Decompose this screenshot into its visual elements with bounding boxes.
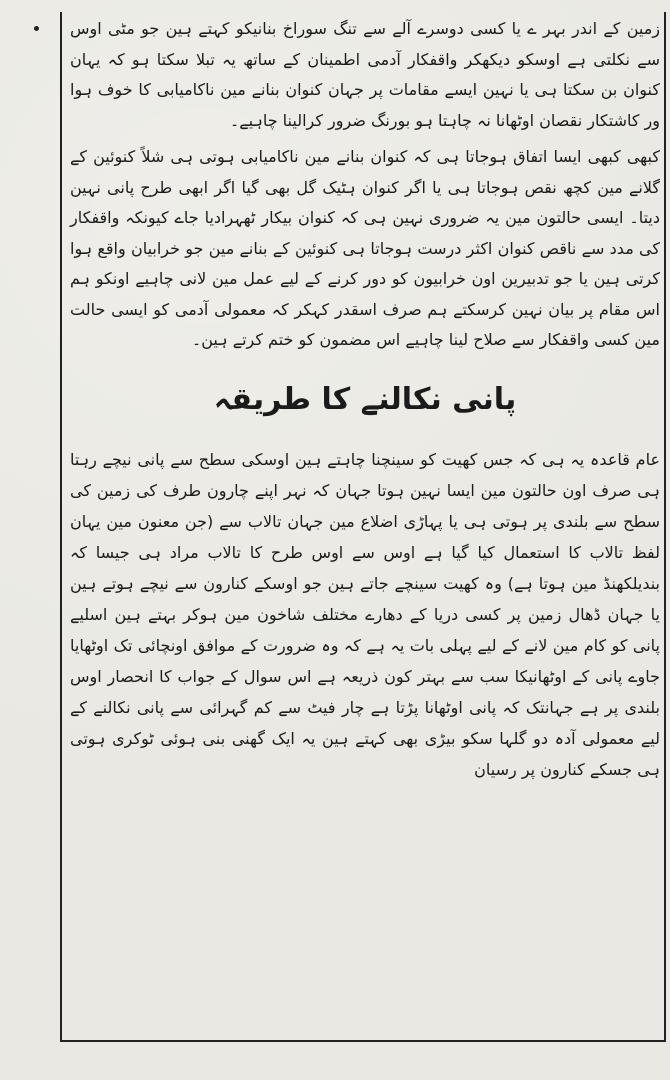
section-heading: پانی نکالنے کا طریقہ [213, 381, 517, 417]
page-text [70, 14, 660, 785]
paragraph-water-lifting: عام قاعدہ یہ ہی کہ جس کھیت کو سینچنا چاہتے ہین اوسکی سطح سے پانی نیچے رہتا ہی صرف اون حالتون مین ایسا نہین ہوتا جہان کہ نہر اپنے چارون طرف کی زمین کی سطح سے بلندی پر ہوتی ہی یا پہاڑی اضلاع مین جہان تالاب سے (جن معنون مین یہان لفظ تالاب کا استعمال کیا گیا ہے اوس سے اوس طرح کا تالاب مراد ہی جیسا کہ بندیلکھنڈ مین ہوتا ہے) وہ کھیت سینچے جاتے ہین جو اوسکے کنارون سے نیچے ہوتے ہین یا جہان ڈھال زمین پر کسی دریا کے دھارے مختلف شاخون مین ہوکر بہتے ہین اسلیے پانی کو کام مین لانے کے لیے پہلی بات یہ ہے کہ وہ ضرورت کے موافق اونچائی تک اوٹھایا جاوے پانی کے اوٹھانیکا سب سے بہتر کون ذریعہ ہے اس سوال کے جواب کا انحصار اوس بلندی پر ہے جہانتک کہ پانی اوٹھانا پڑتا ہے چار فیٹ سے کم گہرائی سے پانی نکالنے کے لیے معمولی آدہ دو گلہا سکو بیڑی بھی کہتے ہین یہ ایک گھنی بنی ہوئی ٹوکری ہوتی ہی جسکے کنارون پر رسیان [70, 449, 660, 779]
paragraph-intro: زمین کے اندر بہر ے یا کسی دوسرے آلے سے تنگ سوراخ بنانیکو کہتے ہین جو مٹی اوس سے نکلتی ہے اوسکو دیکھکر واقفکار آدمی اطمینان کے ساتھ یہ تبلا سکتا ہو کہ یہان کنوان بن سکتا ہی یا نہین ایسے مقامات پر جہان کنوان بنانے مین ناکامیابی کا خوف ہوا ور کاشتکار نقصان اوٹھانا نہ چاہتا ہو بورنگ ضرور کرالینا چاہیے۔ [70, 19, 660, 130]
margin-dot [34, 26, 39, 31]
paragraph-failure: کبھی کبھی ایسا اتفاق ہوجاتا ہی کہ کنوان بنانے مین ناکامیابی ہوتی ہی شلاً کنوئین کے گلانے مین کچھ نقص ہوجاتا ہی یا اگر کنوان ہٹیک گل بھی گیا اگر ابھی طرح پانی نہین دیتا۔ ایسی حالتون مین یہ ضروری نہین ہی کہ کنوان بیکار ٹھہرادیا جاے کیونکہ واقفکار کی مدد سے ناقص کنوان اکثر درست ہوجاتا ہی کنوئین کے بنانے مین جو خرابیان واقع ہوا کرتی ہین یا جو تدبیرین اون خرابیون کو دور کرنے کے لیے عمل مین لانی چاہیے اونکو ہم اس مقام پر بیان نہین کرسکتے ہم صرف اسقدر کہکر کہ معمولی آدمی کو ایسی حالت مین کسی واقفکار سے صلاح لینا چاہیے اس مضمون کو ختم کرتے ہین۔ [70, 147, 660, 349]
